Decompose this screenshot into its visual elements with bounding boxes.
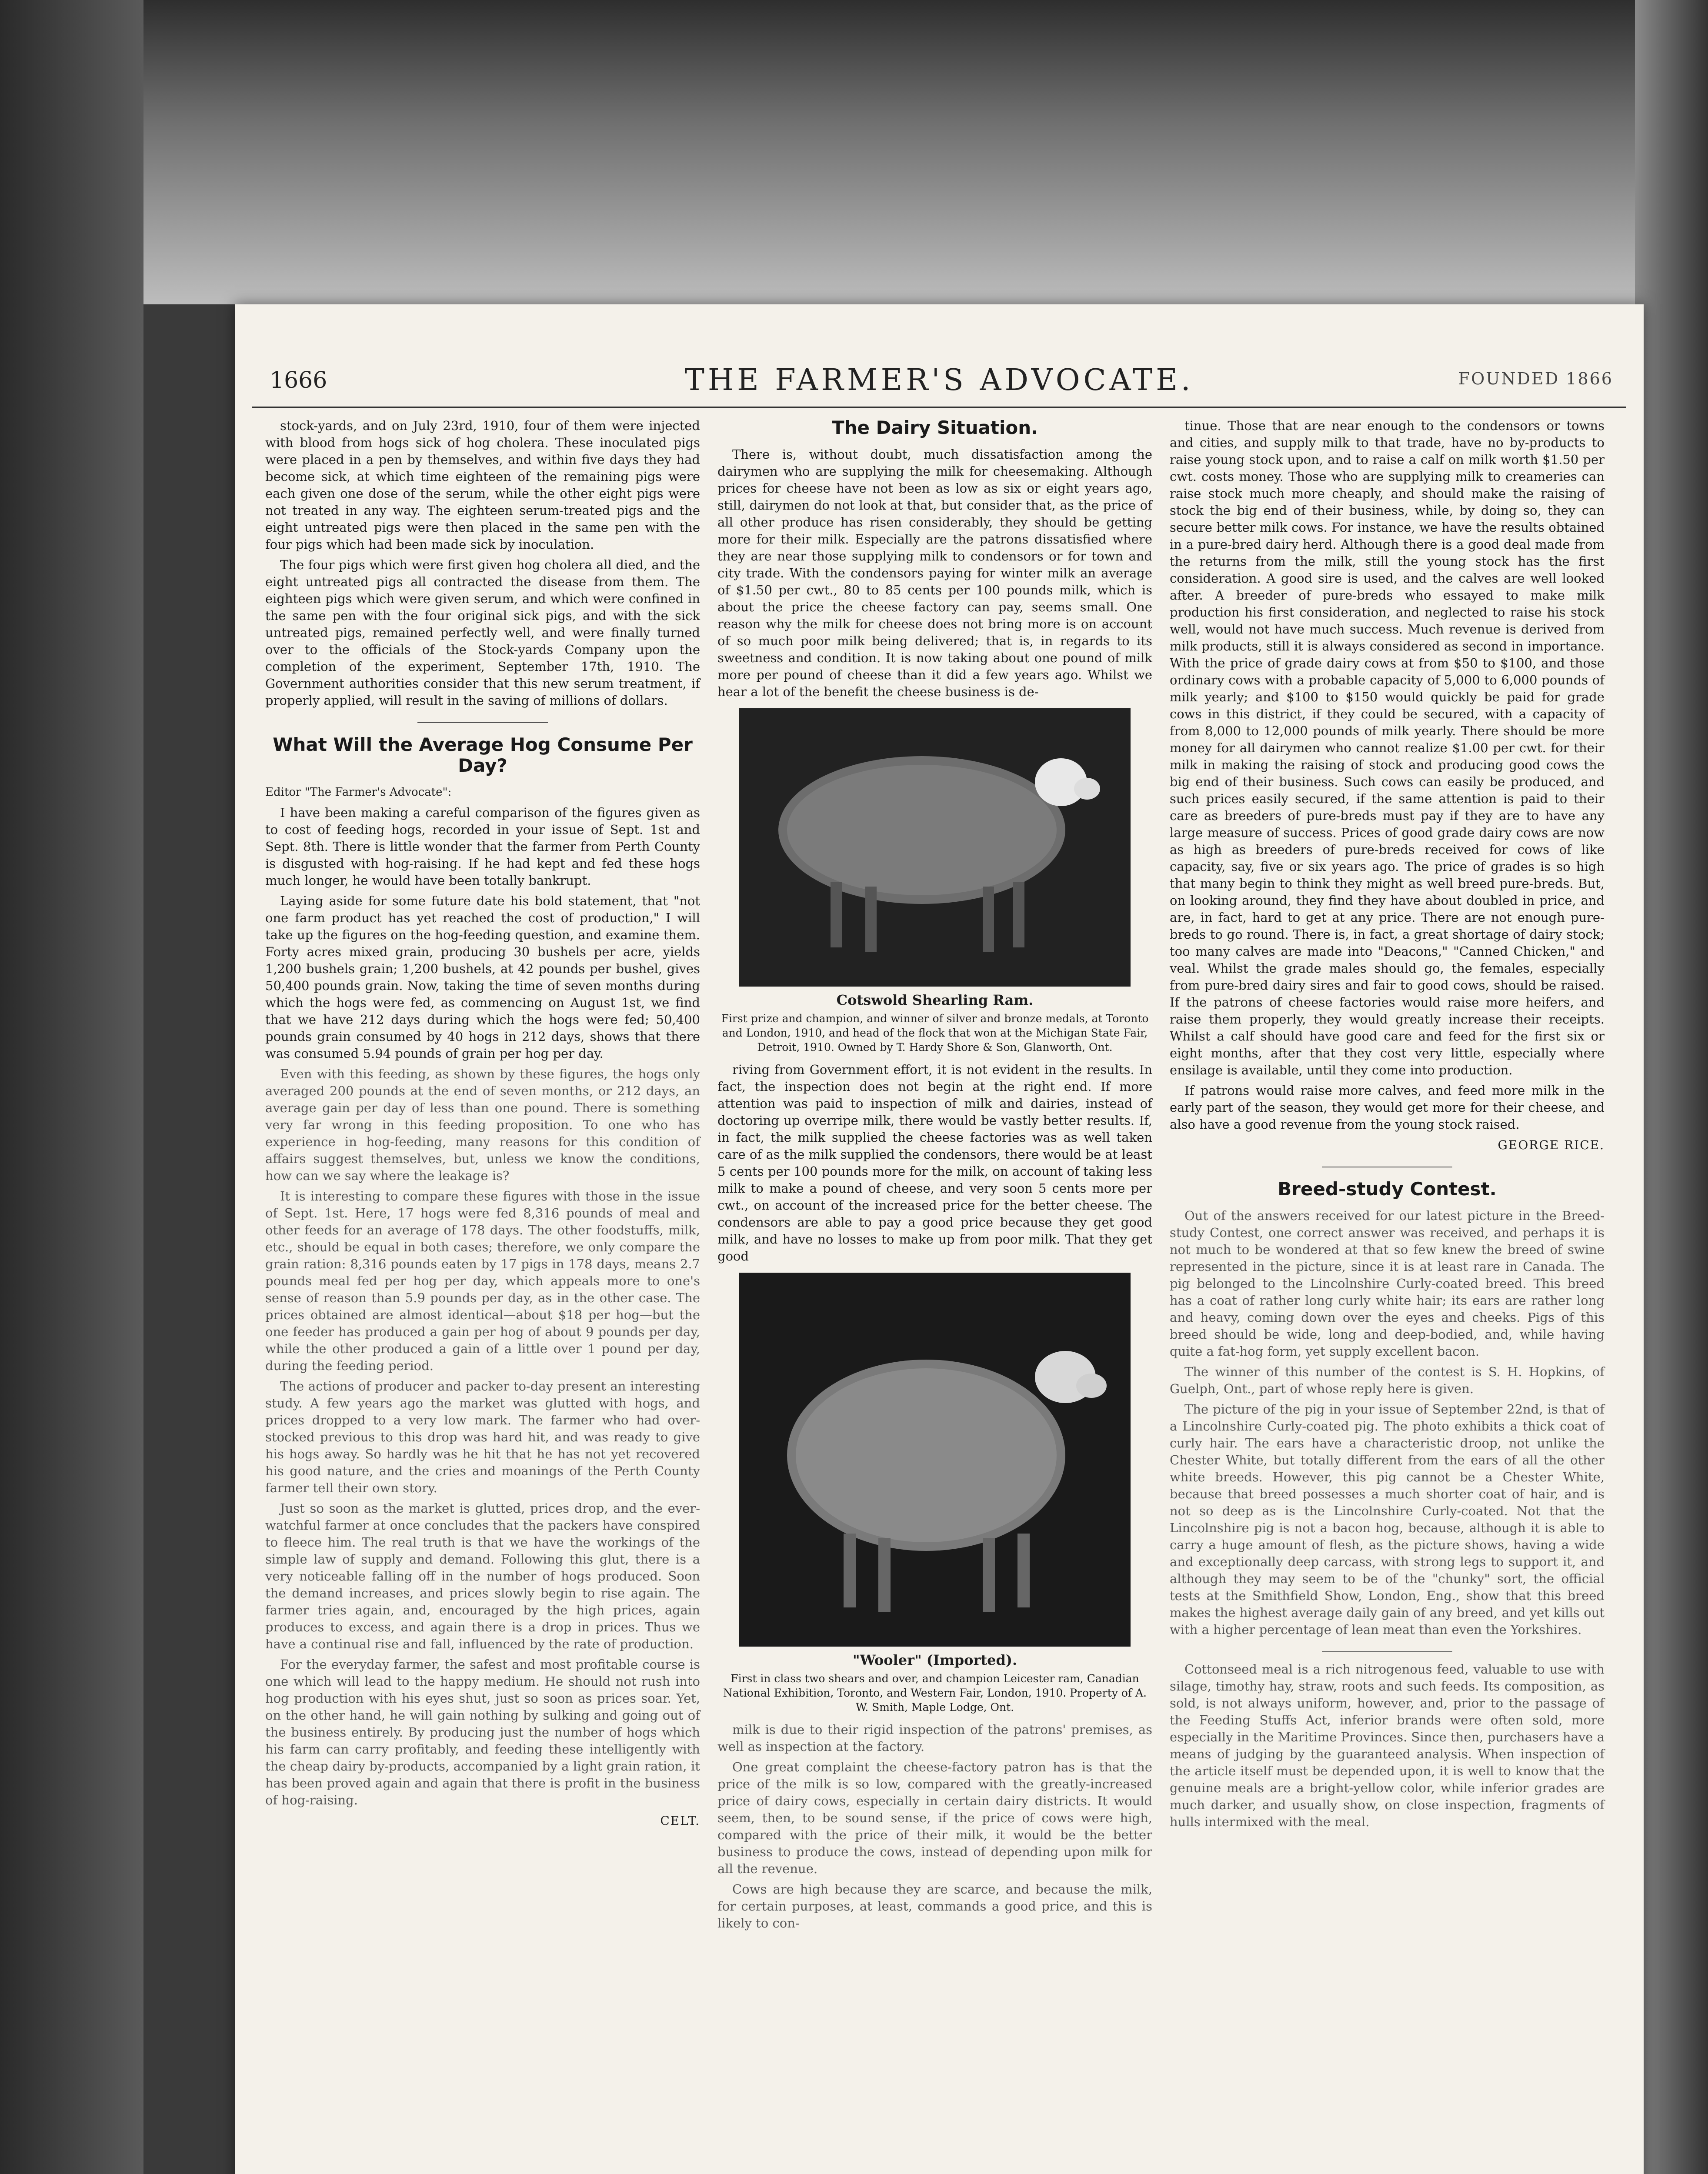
paragraph: Cottonseed meal is a rich nitrogenous feed, valuable to use with silage, timothy hay, straw, roots and such feeds. Its composition, as sold, is not always uniform, however, and, prior to the passage of the Feeding Stuffs Act, inferior brands were often sold, more especially in the Maritime Provinces. Since then, purchasers have a means of judging by the guaranteed analysis. When inspection of the article itself must be depended upon, it is well to know that the genuine meals are a bright-yellow color, while inferior grades are much darker, and usually show, on close inspection, fragments of hulls intermixed with the meal. [1170,1662,1605,1829]
photo-title: "Wooler" (Imported). [852,1652,1017,1668]
paragraph: Just so soon as the market is glutted, prices drop, and the ever-watchful farmer at once concludes that the packers have conspired to fleece him. The real truth is that we have the workings of the simple law of supply and demand. Following this glut, there is a very noticeable falling off in the number of hogs produced. Soon the demand increases, and prices slowly begin to rise again. The farmer tries again, and, encouraged by the high prices, again produces to excess, and again there is a drop in prices. Thus we have a continual rise and fall, influenced by the rate of production. [265,1501,700,1651]
divider [417,722,548,723]
scan-top-border [0,0,1708,304]
sheep-illustration [739,1273,1131,1647]
paragraph: milk is due to their rigid inspection of the patrons' premises, as well as inspection at the factory. [717,1722,1152,1754]
dairy-article-signature: GEORGE RICE. [1498,1138,1605,1152]
newspaper-page [235,304,1644,2174]
paragraph: One great complaint the cheese-factory patron has is that the price of the milk is so low, compared with the greatly-increased price of dairy cows, especially in certain dairy districts. It would seem, then, to be sound sense, if the price of cows were high, compared with the price of their milk, it would be the better business to produce the cows, instead of depending upon milk for all the revenue. [717,1760,1152,1876]
hog-article-heading: What Will the Average Hog Consume Per Day? [273,734,693,776]
paragraph: stock-yards, and on July 23rd, 1910, four of them were injected with blood from hogs sick of hog cholera. These inoculated pigs were placed in a pen by themselves, and within five days they had become sick, at which time eighteen of the remaining pigs were each given one dose of the serum, while the other eight pigs were not treated in any way. The eighteen serum-treated pigs and the eight untreated pigs were then placed in the same pen with the four pigs which had been made sick by inoculation. [265,418,700,552]
paragraph: Out of the answers received for our latest picture in the Breed-study Contest, one correct answer was received, and perhaps it is not much to be wondered at that so few knew the breed of swine represented in the picture, since it is at least rare in Canada. The pig belonged to the Lincolnshire Curly-coated breed. This breed has a coat of rather long curly white hair; its ears are rather long and heavy, coming down over the eyes and cheeks. Pigs of this breed should be wide, long and deep-bodied, and, while having quite a fat-hog form, yet supply excellent bacon. [1170,1208,1605,1359]
paragraph: riving from Government effort, it is not evident in the results. In fact, the inspection does not begin at the right end. If more attention was paid to inspection of milk and dairies, instead of doctoring up overripe milk, there would be vastly better results. If, in fact, the milk supplied the cheese factories was as well taken care of as the milk supplied the condensors, there would be at least 5 cents per 100 pounds more for the milk, on account of taking less milk to make a pound of cheese, and very soon 5 cents more per cwt., on account of the increased price for the better cheese. The condensors are able to pay a good price because they get good milk, and have no losses to make up from poor milk. That they get good [717,1062,1152,1264]
paragraph: For the everyday farmer, the safest and most profitable course is one which will lead to the happy medium. He should not rush into hog production with his eyes shut, just so soon as prices soar. Yet, on the other hand, he will gain nothing by sulking and going out of the business entirely. By producing just the number of hogs which his farm can carry profitably, and feeding these intelligently with the cheap dairy by-products, accompanied by a light grain ration, it has been proved again and again that there is profit in the business of hog-raising. [265,1657,700,1807]
serum-article [265,417,700,709]
masthead-title: THE FARMER'S ADVOCATE. [684,363,1194,397]
paragraph: The actions of producer and packer to-day present an interesting study. A few years ago the market was glutted with hogs, and prices dropped to a very low mark. The farmer who had over-stocked previous to this drop was hard hit, and was ready to give his hogs away. So hardly was he hit that he has not yet recovered his good nature, and the cries and moanings of the Perth County farmer tell their own story. [265,1379,700,1495]
divider [1322,1651,1452,1652]
paragraph: I have been making a careful comparison of the figures given as to cost of feeding hogs, recorded in your issue of Sept. 1st and Sept. 8th. There is little wonder that the farmer from Perth County is disgusted with hog-raising. If he had kept and fed these hogs much longer, he would have been totally bankrupt. [265,805,700,888]
paragraph: The picture of the pig in your issue of September 22nd, is that of a Lincolnshire Curly-coated pig. The photo exhibits a thick coat of curly hair. The ears have a characteristic droop, not unlike the Chester White, but totally different from the ears of all the other white breeds. However, this pig cannot be a Chester White, because that breed possesses a much shorter coat of hair, and is not so deep as is the Lincolnshire Curly-coated. Not that the Lincolnshire pig is not a bacon hog, because, although it is able to carry a huge amount of flesh, as the picture shows, having a wide and exceptionally deep carcass, with strong legs to support it, and although they may seem to be of the "chunky" sort, the official tests at the Smithfield Show, London, Eng., show that this breed makes the highest average daily gain of any breed, and yet kills out with a higher percentage of lean meat than even the Yorkshires. [1170,1402,1605,1637]
paragraph: The winner of this number of the contest is S. H. Hopkins, of Guelph, Ont., part of whose reply here is given. [1170,1364,1605,1396]
ram-illustration [739,708,1131,987]
paragraph: There is, without doubt, much dissatisfaction among the dairymen who are supplying the milk for cheesemaking. Although prices for cheese have not been as low as six or eight years ago, still, dairymen do not look at that, but consider that, as the price of all other produce has risen considerably, they should be getting more for their milk. Especially are the patrons dissatisfied where they are near those supplying milk to condensors or for town and city trade. With the condensors paying for winter milk an average of $1.50 per cwt., 80 to 85 cents per 100 pounds milk, which is about the price the cheese factory can pay, seems small. One reason why the milk for cheese does not bring more is on account of so much poor milk being delivered; that is, in regards to its sweetness and condition. It is now taking about one pound of milk more per pound of cheese than it did a few years ago. Whilst we hear a lot of the benefit the cheese business is de- [717,447,1152,699]
dairy-article-heading: The Dairy Situation. [831,417,1038,438]
hog-article-signature: CELT. [660,1814,700,1828]
column-1 [265,417,700,1833]
paragraph: Even with this feeding, as shown by these figures, the hogs only averaged 200 pounds at the end of seven months, or 212 days, an average gain per day of less than one pound. There is something very far wrong in this feeding proposition. To one who has experience in hog-feeding, many reasons for this condition of affairs suggest themselves, but, unless we know the conditions, how can we say where the leakage is? [265,1067,700,1183]
photo-caption: First prize and champion, and winner of silver and bronze medals, at Toronto and London, 1910, and head of the flock that won at the Michigan State Fair, Detroit, 1910. Owned by T. Hardy Shore & Son, Glanworth, Ont. [721,1012,1149,1054]
page-header [252,363,1626,408]
photo-title: Cotswold Shearling Ram. [836,992,1034,1008]
scan-left-border [0,0,143,2174]
column-3 [1170,417,1605,1834]
editor-line: Editor "The Farmer's Advocate": [265,786,452,799]
paragraph: If patrons would raise more calves, and feed more milk in the early part of the season, they would get more for their cheese, and also have a good revenue from the young stock raised. [1170,1083,1605,1132]
paragraph: The four pigs which were first given hog cholera all died, and the eight untreated pigs all contracted the disease from them. The eighteen pigs which were given serum, and which were confined in the same pen with the four original sick pigs, and with the sick untreated pigs, remained perfectly well, and were finally turned over to the officials of the Stock-yards Company upon the completion of the experiment, September 17th, 1910. The Government authorities consider that this new serum treatment, if properly applied, will result in the saving of millions of dollars. [265,557,700,708]
photo-caption: First in class two shears and over, and champion Leicester ram, Canadian National Exhibition, Toronto, and Western Fair, London, 1910. Property of A. W. Smith, Maple Lodge, Ont. [723,1672,1147,1714]
photo-cotswold-ram [739,708,1131,987]
scan-right-border [1635,0,1708,2174]
paragraph: tinue. Those that are near enough to the condensors or towns and cities, and supply milk to that trade, have no by-products to raise young stock upon, and to raise a calf on milk worth $1.50 per cwt. costs money. Those who are supplying milk to creameries can raise stock much more cheaply, and should make the raising of stock the big end of their business, while, by doing so, they can secure better milk cows. For instance, we have the results obtained in a pure-bred dairy herd. Although there is a good deal made from the returns from the milk, still the young stock has the first consideration. A good sire is used, and the calves are well looked after. A breeder of pure-breds who essayed to make milk production his first consideration, and neglected to raise his stock well, would not have much success. Much revenue is derived from milk products, still it is always considered as second in importance. With the price of grade dairy cows at from $50 to $100, and those ordinary cows with a probable capacity of 5,000 to 6,000 pounds of milk yearly; and $100 to $150 would quickly be paid for grade cows in this district, if they could be secured, with a capacity of from 8,000 to 12,000 pounds of milk yearly. There should be more money for all dairymen who cannot realize $1.00 per cwt. for their milk in making the raising of stock and producing good cows the big end of their business. Such cows can easily be produced, and such prices easily secured, if the same attention is paid to their care as breeders of pure-breds must pay if they are to have any large measure of success. Prices of good grade dairy cows are now as high as breeders of pure-breds received for cows of like capacity, say, five or six years ago. The price of grades is so high that many begin to think they might as well breed pure-breds. But, on looking around, they find they have about doubled in price, and are, in fact, hard to get at any price. There are not enough pure-breds to go round. There is, in fact, a great shortage of dairy stock; too many calves are made into "Deacons," "Canned Chicken," and veal. Whilst the grade males should go, the females, especially from pure-bred dairy sires and fair to good cows, should be raised. If the patrons of cheese factories would raise more heifers, and raise them properly, they would greatly increase their receipts. Whilst a calf should have good care and feed for the first six or eight months, after that they cost very little, especially where ensilage is available, until they come into production. [1170,418,1605,1077]
breed-study-heading: Breed-study Contest. [1278,1178,1497,1200]
founded-line: FOUNDED 1866 [1458,369,1613,388]
column-2 [717,417,1152,1935]
photo-wooler [739,1273,1131,1647]
paragraph: Laying aside for some future date his bold statement, that "not one farm product has yet reached the cost of production," I will take up the figures on the hog-feeding question, and examine them. Forty acres mixed grain, producing 30 bushels per acre, yields 1,200 bushels grain; 1,200 bushels, at 42 pounds per bushel, gives 50,400 pounds grain. Now, taking the time of seven months during which the hogs were fed, as commencing on August 1st, we find that we have 212 days during which the hogs were fed; 50,400 pounds grain consumed by 40 hogs in 212 days, shows that there was consumed 5.94 pounds of grain per hog per day. [265,894,700,1061]
page-number: 1666 [270,367,327,393]
paragraph: Cows are high because they are scarce, and because the milk, for certain purposes, at least, commands a good price, and this is likely to con- [717,1882,1152,1931]
paragraph: It is interesting to compare these figures with those in the issue of Sept. 1st. Here, 17 hogs were fed 8,316 pounds of meal and other feeds for an average of 178 days. The other foodstuffs, milk, etc., should be equal in both cases; therefore, we only compare the grain ration: 8,316 pounds eaten by 17 pigs in 178 days, means 2.7 pounds meal fed per hog per day, which appeals more to one's sense of reason than 5.9 pounds per day, as in the other case. The prices obtained are almost identical—about $18 per hog—but the one feeder has produced a gain per hog of about 9 pounds per day, while the other produced a gain of a little over 1 pound per day, during the feeding period. [265,1189,700,1373]
